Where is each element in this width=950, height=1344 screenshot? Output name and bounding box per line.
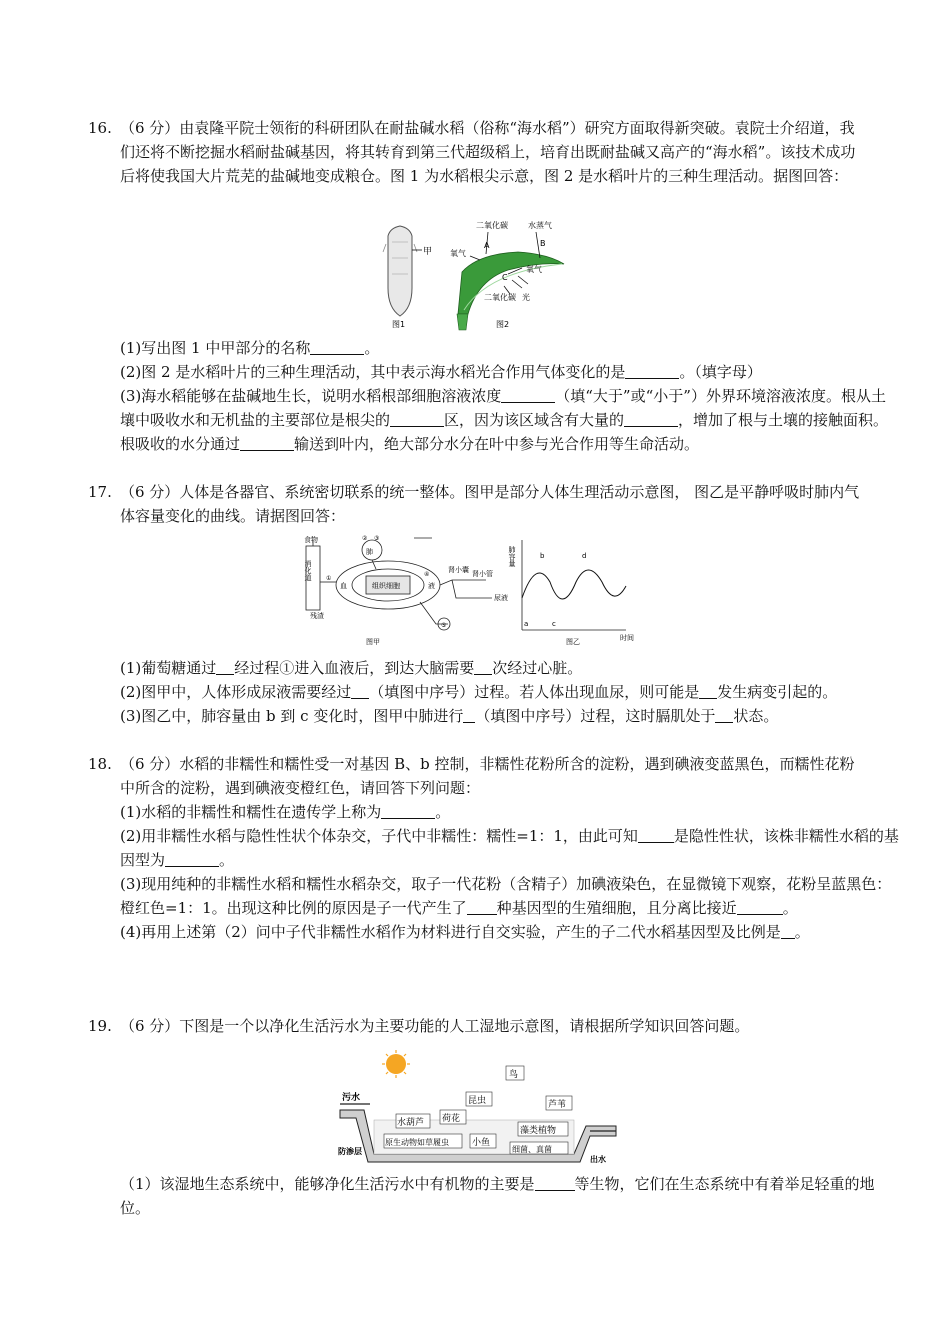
- question-18: [88, 752, 868, 800]
- label-water-vapor: 水蒸气: [528, 221, 552, 230]
- q17-part3-mid: （填图中序号）过程，这时膈肌处于: [475, 707, 716, 725]
- xlabel: 时间: [620, 634, 634, 642]
- label-co2-top: 二氧化碳: [476, 221, 508, 230]
- answer-blank[interactable]: [737, 900, 783, 915]
- q17-part2-text: (2)图甲中，人体形成尿液需要经过: [120, 683, 352, 701]
- q16-part3-mid: （填“大于”或“小于”）外界环境溶液浓度。根从土壤中吸收水和无机盐的主要部位是根尖的: [120, 387, 886, 429]
- label-bacteria: 细菌、真菌: [512, 1145, 552, 1154]
- caption-yi: 图乙: [566, 638, 580, 646]
- label-n3: ③: [374, 535, 380, 542]
- label-urine: 尿液: [494, 594, 508, 602]
- q16-part3-mid2: 区，因为该区域含有大量的: [444, 411, 625, 429]
- answer-blank[interactable]: [715, 708, 733, 723]
- ylabel: 肺容量: [508, 546, 516, 567]
- question-number: 18.: [88, 755, 112, 773]
- question-16: [88, 116, 868, 188]
- question-stem: （6 分）水稻的非糯性和糯性受一对基因 B、b 控制，非糯性花粉所含的淀粉，遇到碘液变蓝黑色，而糯性花粉中所含的淀粉，遇到碘液变橙红色，请回答下列问题：: [120, 755, 855, 797]
- answer-blank[interactable]: [624, 412, 678, 427]
- q18-part3-tail: 。: [782, 899, 798, 917]
- fig1-caption: 图1: [392, 320, 406, 329]
- question-number: 19.: [88, 1017, 112, 1035]
- answer-blank[interactable]: [463, 708, 475, 723]
- q16-part3-mid3: ，增加了根与土壤的接触面积。根吸收的水分通过: [120, 411, 889, 453]
- wetland-basin: [340, 1104, 616, 1162]
- label-protozoa: 原生动物如草履虫: [385, 1138, 449, 1147]
- answer-blank[interactable]: [390, 412, 444, 427]
- label-outflow: 出水: [590, 1155, 606, 1164]
- label-light: 光: [522, 293, 530, 302]
- diagram-yi: [522, 540, 626, 630]
- q17-part2-mid: （填图中序号）过程。若人体出现血尿，则可能是: [369, 683, 700, 701]
- q18-part3-text: (3)现用纯种的非糯性水稻和糯性水稻杂交，取子一代花粉（含精子）加碘液染色，在显微镜下观察，花粉呈蓝黑色：橙红色=1：1。出现这种比例的原因是子一代产生了: [120, 875, 892, 917]
- label-n2: ②: [362, 535, 368, 542]
- label-food: 食物: [304, 536, 318, 544]
- answer-blank[interactable]: [310, 340, 364, 355]
- answer-blank[interactable]: [474, 660, 492, 675]
- q17-sub-questions: [120, 656, 900, 728]
- q17-part3-tail: 状态。: [733, 707, 779, 725]
- point-d: d: [582, 552, 587, 560]
- q19-figure: [334, 1050, 620, 1168]
- q18-part2-mid: 是隐性性状，该株非糯性水稻的基因型为: [120, 827, 899, 869]
- q19-sub-questions: [120, 1172, 900, 1220]
- q18-part4-text: (4)再用上述第（2）问中子代非糯性水稻作为材料进行自交实验，产生的子二代水稻基因型及比例是: [120, 923, 781, 941]
- q16-part2-text: (2)图 2 是水稻叶片的三种生理活动，其中表示海水稻光合作用气体变化的是: [120, 363, 626, 381]
- label-capsule: 肾小囊: [448, 566, 469, 574]
- caption-jia: 图甲: [366, 638, 380, 646]
- label-fish: 小鱼: [472, 1138, 491, 1148]
- label-reed: 芦苇: [548, 1100, 567, 1110]
- q17-part1-mid: 经过程①进入血液后，到达大脑需要: [234, 659, 475, 677]
- q18-part3-mid: 种基因型的生殖细胞，且分离比接近: [496, 899, 737, 917]
- label-digest: 消化道: [304, 560, 312, 581]
- q16-sub-questions: [120, 336, 900, 456]
- label-residue: 残渣: [310, 612, 324, 620]
- label-C: C: [502, 273, 508, 282]
- label-lung: 肺: [366, 548, 373, 556]
- question-number: 16.: [88, 119, 112, 137]
- q18-part1-tail: 。: [435, 803, 451, 821]
- question-stem: （6 分）人体是各器官、系统密切联系的统一整体。图甲是部分人体生理活动示意图， 图乙是平静呼吸时肺内气体容量变化的曲线。请据图回答：: [120, 483, 860, 525]
- point-a: a: [524, 620, 529, 628]
- q16-part3-text: (3)海水稻能够在盐碱地生长，说明水稻根部细胞溶液浓度: [120, 387, 502, 405]
- q18-part4-tail: 。: [794, 923, 810, 941]
- q17-part1-text: (1)葡萄糖通过: [120, 659, 217, 677]
- q16-part3-tail: 输送到叶内，绝大部分水分在叶中参与光合作用等生命活动。: [294, 435, 700, 453]
- label-jia: 甲: [423, 247, 433, 257]
- q19-part1-text: （1）该湿地生态系统中，能够净化生活污水中有机物的主要是: [120, 1175, 535, 1193]
- q16-part1-tail: 。: [364, 339, 380, 357]
- point-b: b: [540, 552, 545, 560]
- label-blood: 血: [340, 582, 347, 590]
- answer-blank[interactable]: [240, 436, 294, 451]
- label-sewage: 污水: [342, 1093, 361, 1103]
- answer-blank[interactable]: [467, 900, 497, 915]
- label-insect: 昆虫: [468, 1096, 487, 1106]
- q17-part1-tail: 次经过心脏。: [492, 659, 583, 677]
- question-number: 17.: [88, 483, 112, 501]
- label-n1: ①: [326, 575, 332, 582]
- answer-blank[interactable]: [625, 364, 679, 379]
- q18-sub-questions: [120, 800, 900, 944]
- question-17: [88, 480, 868, 528]
- root-tip-drawing: [383, 226, 422, 316]
- q16-part2-tail: 。（填字母）: [679, 363, 762, 381]
- q17-part2-tail: 发生病变引起的。: [717, 683, 838, 701]
- answer-blank[interactable]: [638, 828, 674, 843]
- label-tubule: 肾小管: [472, 570, 493, 578]
- answer-blank[interactable]: [351, 684, 369, 699]
- label-co2-bottom: 二氧化碳: [484, 293, 516, 302]
- label-B: B: [540, 239, 546, 248]
- answer-blank[interactable]: [381, 804, 435, 819]
- label-o2-left: 氧气: [450, 249, 466, 258]
- label-liquid: 液: [428, 582, 435, 590]
- answer-blank[interactable]: [501, 388, 555, 403]
- q18-part1-text: (1)水稻的非糯性和糯性在遗传学上称为: [120, 803, 382, 821]
- question-stem: （6 分）由袁隆平院士领衔的科研团队在耐盐碱水稻（俗称“海水稻”）研究方面取得新突破。袁院士介绍道，我们还将不断挖掘水稻耐盐碱基因，将其转育到第三代超级稻上，培育出既耐盐碱又高产的“海水稻”。该技术成功后将使我国大片荒芜的盐碱地变成粮仓。图 1 为水稻根尖示意，图 2 是水稻叶片的三种生理活动。据图回答：: [120, 119, 856, 185]
- q18-part2-text: (2)用非糯性水稻与隐性性状个体杂交，子代中非糯性：糯性=1：1，由此可知: [120, 827, 638, 845]
- label-hyacinth: 水葫芦: [397, 1118, 425, 1128]
- label-algae: 藻类植物: [520, 1126, 557, 1136]
- label-n4: ④: [424, 571, 430, 578]
- label-seepage: 防渗层: [338, 1147, 362, 1156]
- label-A: A: [484, 241, 490, 250]
- answer-blank[interactable]: [781, 924, 795, 939]
- question-19: [88, 1014, 868, 1038]
- fig2-caption: 图2: [496, 320, 510, 329]
- answer-blank[interactable]: [699, 684, 717, 699]
- label-lotus: 荷花: [442, 1114, 461, 1124]
- sun-icon: [382, 1050, 410, 1078]
- label-o2-right: 氧气: [526, 265, 542, 274]
- label-bird: 鸟: [509, 1070, 519, 1080]
- q16-part1-text: (1)写出图 1 中甲部分的名称: [120, 339, 311, 357]
- answer-blank[interactable]: [165, 852, 219, 867]
- q19-part1-tail: 等生物，它们在生态系统中有着举足轻重的地位。: [120, 1175, 875, 1217]
- label-n5: ⑤: [441, 622, 447, 629]
- q17-figure: [296, 532, 642, 650]
- answer-blank[interactable]: [216, 660, 234, 675]
- q17-part3-text: (3)图乙中，肺容量由 b 到 c 变化时，图甲中肺进行: [120, 707, 464, 725]
- answer-blank[interactable]: [535, 1176, 575, 1191]
- q18-part2-tail: 。: [219, 851, 235, 869]
- label-cell: 组织细胞: [372, 582, 400, 590]
- point-c: c: [552, 620, 556, 628]
- question-stem: （6 分）下图是一个以净化生活污水为主要功能的人工湿地示意图，请根据所学知识回答问题。: [120, 1017, 750, 1035]
- q16-figure: [378, 214, 578, 332]
- leaf-drawing: [457, 252, 564, 330]
